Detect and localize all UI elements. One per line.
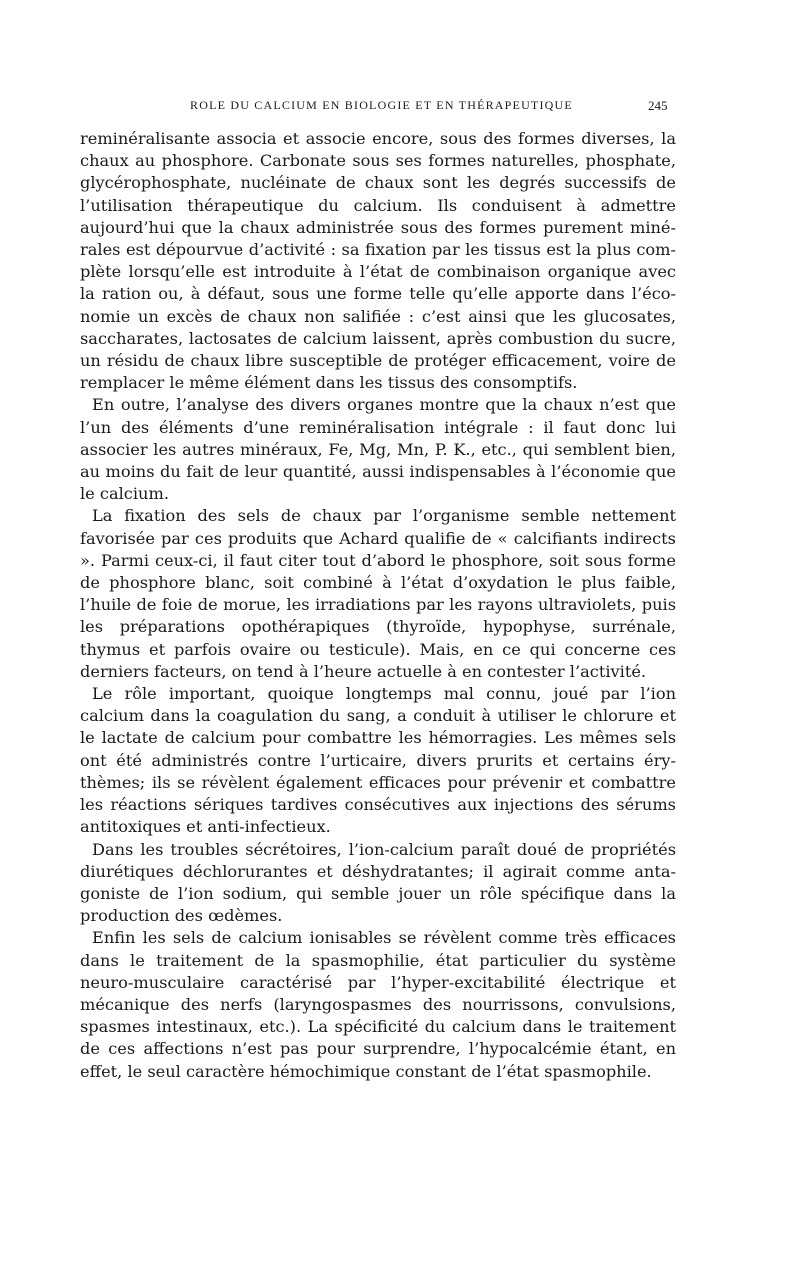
paragraph: La fixation des sels de chaux par l’organisme semble nettement favorisée par ces produits que Achard qualifie de « calcifiants indirects ». Parmi ceux-ci, il faut citer tout d’abord le phosphore, soit sous forme de phosphore blanc, soit combiné à l’état d’oxydation le plus faible, l’huile de foie de morue, les irradiations par les rayons ultraviolets, puis les préparations opothérapiques (thyroïde, hypophyse, surrénale, thymus et parfois ovaire ou testicule). Mais, en ce qui concerne ces derniers facteurs, on tend à l’heure actuelle à en contester l’activité. [80,506,676,681]
paragraph-continuation: reminéralisante associa et associe encore, sous des formes diverses, la chaux au phosphore. Carbonate sous ses formes naturelles, phosphate, glycérophosphate, nucléinate de chaux sont les degrés successifs de l’utilisation thérapeutique du calcium. Ils conduisent à admettre aujourd’hui que la chaux administrée sous des formes purement minérales est dépourvue d’activité : sa fixation par les tissus est la plus complète lorsqu’elle est introduite à l’état de combinaison organique avec la ration ou, à défaut, sous une forme telle qu’elle apporte dans l’économie un excès de chaux non salifiée : c’est ainsi que les glucosates, saccharates, lactosates de calcium laissent, après combustion du sucre, un résidu de chaux libre susceptible de protéger efficacement, voire de remplacer le même élément dans les tissus des consomptifs. [80,129,676,393]
running-title: ROLE DU CALCIUM EN BIOLOGIE ET EN THÉRAPEUTIQUE [190,98,573,112]
paragraph: Enfin les sels de calcium ionisables se révèlent comme très efficaces dans le traitement de la spasmophilie, état particulier du système neuro-musculaire caractérisé par l’hyper-excitabilité électrique et mécanique des nerfs (laryngospasmes des nourrissons, convulsions, spasmes intestinaux, etc.). La spécificité du calcium dans le traitement de ces affections n’est pas pour surprendre, l’hypocalcémie étant, en effet, le seul caractère hémochimique constant de l’état spasmophile. [80,928,676,1081]
paragraph: En outre, l’analyse des divers organes montre que la chaux n’est que l’un des éléments d’une reminéralisation intégrale : il faut donc lui associer les autres minéraux, Fe, Mg, Mn, P. K., etc., qui semblent bien, au moins du fait de leur quantité, aussi indispensables à l’économie que le calcium. [80,395,676,504]
running-head [0,98,800,118]
paragraph: Dans les troubles sécrétoires, l’ion-calcium paraît doué de propriétés diurétiques déchlorurantes et déshydratantes; il agirait comme antagoniste de l’ion sodium, qui semble jouer un rôle spécifique dans la production des œdèmes. [80,839,676,926]
page-number: 245 [648,98,668,113]
paragraph: Le rôle important, quoique longtemps mal connu, joué par l’ion calcium dans la coagulation du sang, a conduit à utiliser le chlorure et le lactate de calcium pour combattre les hémorragies. Les mêmes sels ont été administrés contre l’urticaire, divers prurits et certains érythèmes; ils se révèlent également efficaces pour prévenir et combattre les réactions sériques tardives consécutives aux injections des sérums antitoxiques et anti-infectieux. [80,684,676,837]
body-text [80,128,676,1083]
